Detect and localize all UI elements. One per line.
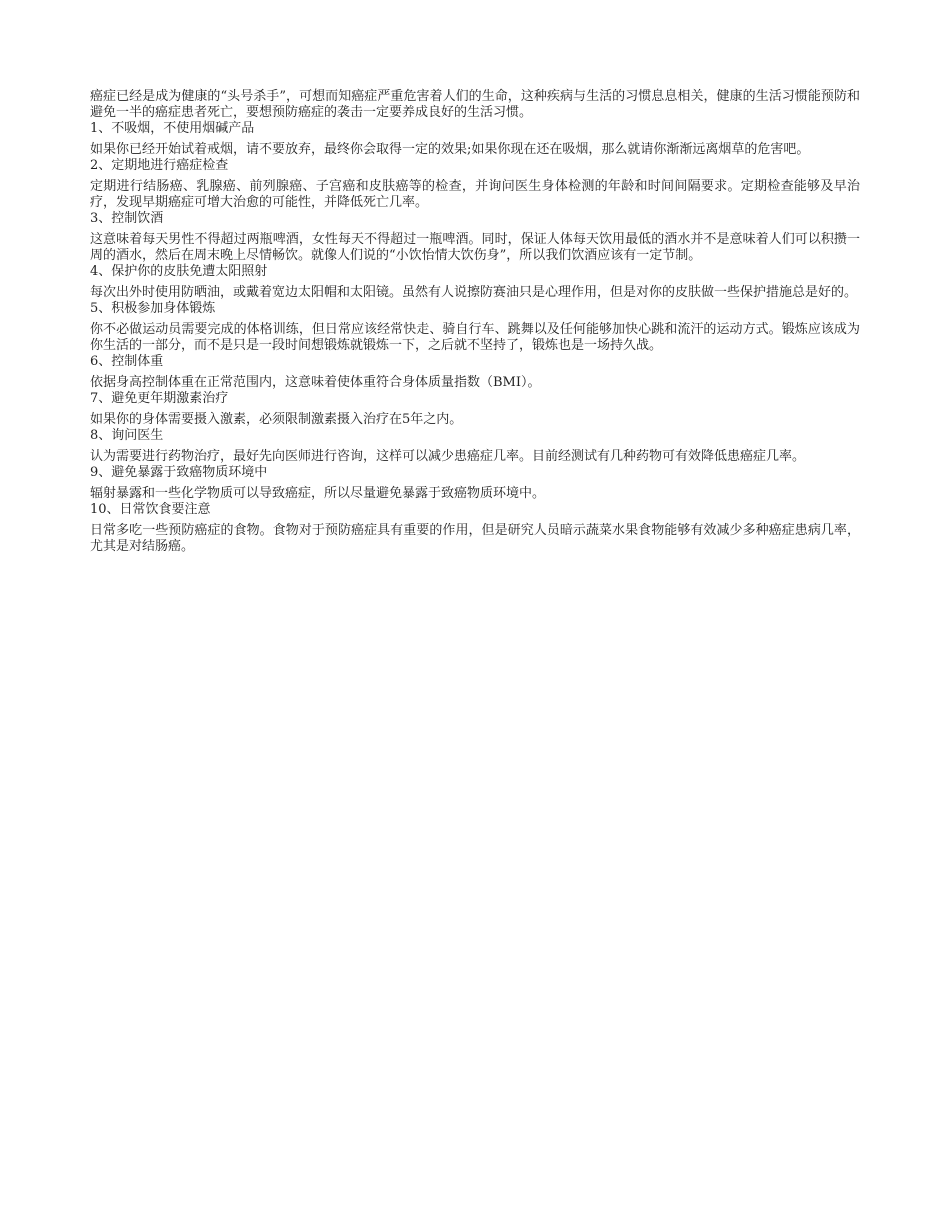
section-body: 你不必做运动员需要完成的体格训练，但日常应该经常快走、骑自行车、跳舞以及任何能够加快心跳和流汗的运动方式。锻炼应该成为你生活的一部分，而不是只是一段时间想锻炼就锻炼一下，之后就不坚持了，锻炼也是一场持久战。 — [90, 322, 860, 353]
section-body: 认为需要进行药物治疗，最好先向医师进行咨询，这样可以减少患癌症几率。目前经测试有几种药物可有效降低患癌症几率。 — [90, 449, 806, 464]
section-2 — [90, 158, 860, 211]
section-body: 这意味着每天男性不得超过两瓶啤酒，女性每天不得超过一瓶啤酒。同时，保证人体每天饮用最低的酒水并不是意味着人们可以积攒一周的酒水，然后在周末晚上尽情畅饮。就像人们说的“小饮怡情大饮伤身”，所以我们饮酒应该有一定节制。 — [90, 232, 860, 263]
section-heading: 5、积极参加身体锻炼 — [90, 301, 216, 316]
section-heading: 7、避免更年期激素治疗 — [90, 391, 229, 406]
section-9 — [90, 465, 860, 502]
section-heading: 6、控制体重 — [90, 354, 164, 369]
document-page — [90, 89, 860, 555]
section-1 — [90, 121, 860, 158]
section-heading: 8、询问医生 — [90, 428, 164, 443]
section-8 — [90, 428, 860, 465]
section-body: 日常多吃一些预防癌症的食物。食物对于预防癌症具有重要的作用，但是研究人员暗示蔬菜水果食物能够有效减少多种癌症患病几率，尤其是对结肠癌。 — [90, 523, 860, 554]
section-heading: 4、保护你的皮肤免遭太阳照射 — [90, 264, 268, 279]
section-heading: 1、不吸烟，不使用烟碱产品 — [90, 121, 255, 136]
section-body: 定期进行结肠癌、乳腺癌、前列腺癌、子宫癌和皮肤癌等的检查，并询问医生身体检测的年龄和时间间隔要求。定期检查能够及早治疗，发现早期癌症可增大治愈的可能性，并降低死亡几率。 — [90, 179, 860, 210]
section-body: 如果你已经开始试着戒烟，请不要放弃，最终你会取得一定的效果;如果你现在还在吸烟，那么就请你渐渐远离烟草的危害吧。 — [90, 142, 810, 157]
section-heading: 3、控制饮酒 — [90, 211, 164, 226]
section-10 — [90, 502, 860, 555]
section-5 — [90, 301, 860, 354]
section-heading: 9、避免暴露于致癌物质环境中 — [90, 465, 268, 480]
section-body: 如果你的身体需要摄入激素，必须限制激素摄入治疗在5年之内。 — [90, 412, 463, 427]
section-heading: 10、日常饮食要注意 — [90, 502, 211, 517]
section-7 — [90, 391, 860, 428]
section-body: 依据身高控制体重在正常范围内，这意味着使体重符合身体质量指数（BMI）。 — [90, 375, 541, 390]
section-4 — [90, 264, 860, 301]
section-body: 每次出外时使用防晒油，或戴着宽边太阳帽和太阳镜。虽然有人说擦防赛油只是心理作用，但是对你的皮肤做一些保护措施总是好的。 — [90, 285, 858, 300]
intro-paragraph: 癌症已经是成为健康的“头号杀手”，可想而知癌症严重危害着人们的生命，这种疾病与生活的习惯息息相关，健康的生活习惯能预防和避免一半的癌症患者死亡，要想预防癌症的袭击一定要养成良好的生活习惯。 — [90, 89, 860, 120]
section-body: 辐射暴露和一些化学物质可以导致癌症，所以尽量避免暴露于致癌物质环境中。 — [90, 486, 546, 501]
section-heading: 2、定期地进行癌症检查 — [90, 158, 229, 173]
section-6 — [90, 354, 860, 391]
section-3 — [90, 211, 860, 264]
